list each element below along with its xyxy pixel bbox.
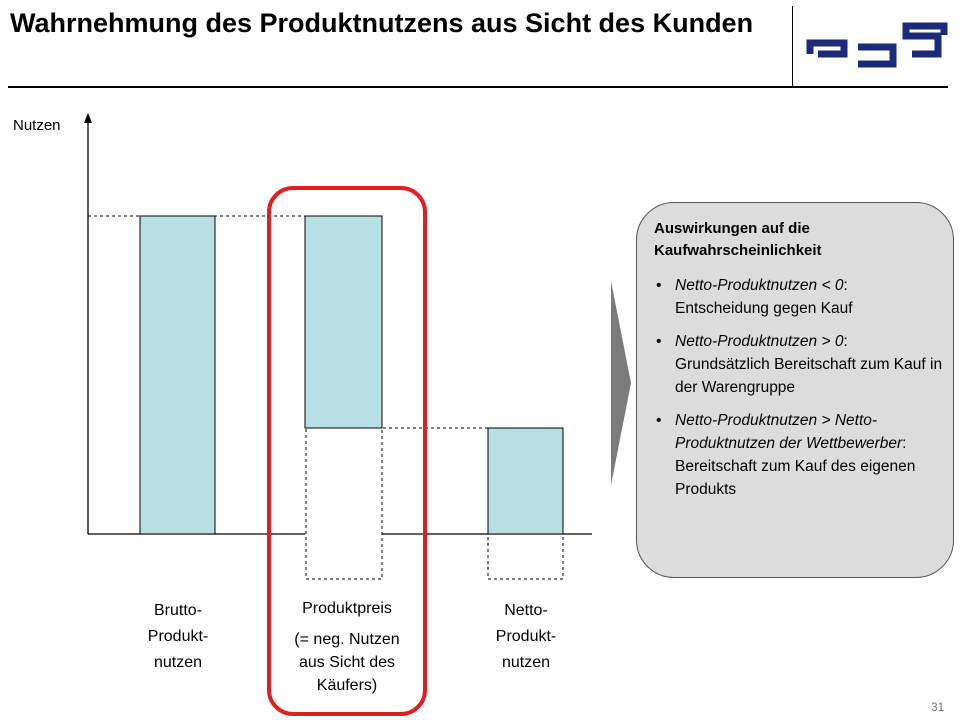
info-box-list xyxy=(654,274,943,501)
logo-shape xyxy=(858,47,893,64)
category-net-benefit xyxy=(466,598,586,676)
category-label-line: Produktpreis xyxy=(302,600,392,617)
logo-divider xyxy=(792,6,793,86)
category-label-line: Brutto- xyxy=(153,602,202,619)
bar-price-negative-area xyxy=(306,428,382,579)
category-label-line: Produkt- xyxy=(495,628,557,645)
info-item-text: Grundsätzlich Bereitschaft zum Kauf in der Warengruppe xyxy=(675,356,943,396)
company-logo xyxy=(800,22,948,70)
category-price xyxy=(271,596,423,622)
y-axis-arrowhead xyxy=(84,113,92,123)
info-item-condition: Netto-Produktnutzen > Netto-Produktnutzen der Wettbewerber xyxy=(675,412,903,452)
page-number: 31 xyxy=(931,700,945,714)
info-item-text: Bereitschaft zum Kauf des eigenen Produkts xyxy=(675,458,916,498)
info-box xyxy=(636,202,954,578)
category-label-line: Netto- xyxy=(504,602,548,619)
bar-net-benefit-below-axis xyxy=(488,534,563,579)
info-item-condition: Netto-Produktnutzen < 0 xyxy=(675,277,844,294)
category-label-line: nutzen xyxy=(501,654,551,671)
bar-net-benefit xyxy=(488,428,563,534)
info-box-title: Auswirkungen auf die Kaufwahrscheinlichkeit xyxy=(654,220,822,259)
info-item-text: Entscheidung gegen Kauf xyxy=(675,300,853,317)
category-price-note xyxy=(266,628,428,697)
transition-arrow xyxy=(611,281,631,485)
bar-gross-benefit xyxy=(140,216,215,534)
info-item: • Netto-Produktnutzen > 0: Grundsätzlich Bereitschaft zum Kauf in der Warengruppe xyxy=(654,330,943,399)
bar-price-upper xyxy=(305,216,382,428)
category-note-line: aus Sicht des xyxy=(298,654,396,671)
category-gross-benefit xyxy=(118,598,238,676)
y-axis-label: Nutzen xyxy=(13,117,61,134)
category-note-line: (= neg. Nutzen xyxy=(294,631,400,648)
category-label-line: Produkt- xyxy=(147,628,209,645)
info-item: • Netto-Produktnutzen < 0: Entscheidung gegen Kauf xyxy=(654,274,943,320)
category-label-line: nutzen xyxy=(153,654,203,671)
category-note-line: Käufers) xyxy=(316,677,378,694)
info-item-condition: Netto-Produktnutzen > 0 xyxy=(675,333,844,350)
info-item: • Netto-Produktnutzen > Netto-Produktnutzen der Wettbewerber: Bereitschaft zum Kauf des eigenen Produkts xyxy=(654,409,943,501)
logo-shape xyxy=(906,26,944,54)
slide-title: Wahrnehmung des Produktnutzens aus Sicht des Kunden xyxy=(10,8,754,38)
logo-shape xyxy=(810,43,844,54)
